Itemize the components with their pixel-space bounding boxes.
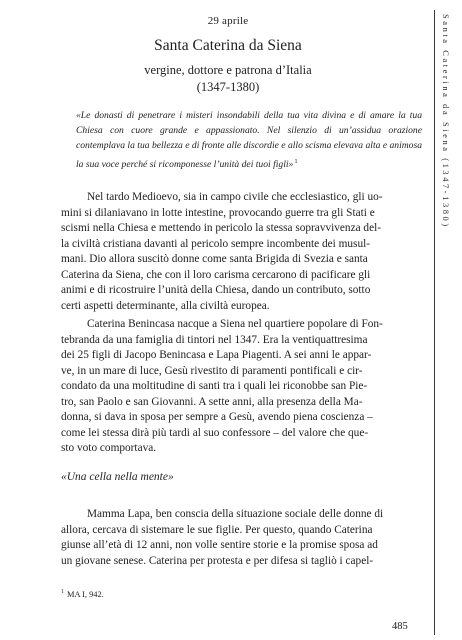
text-line: tro, san Paolo e san Giovanni. A sette anni, alla presenza della Ma- [61,395,363,408]
text-line: Nel tardo Medioevo, sia in campo civile che ecclesiastico, gli uo- [87,191,383,203]
page-number: 485 [392,621,408,632]
paragraph-3 [61,507,422,569]
text-line: ve, in un mare di luce, Gesù rivestito di paramenti pontificali e cir- [61,364,363,377]
text-line: mini si dilaniavano in lotte intestine, provocando guerre tra gli Stati e [61,206,375,219]
text-line: Mamma Lapa, ben conscia della situazione sociale delle donne di [87,508,384,520]
section-heading: «Una cella nella mente» [61,471,174,483]
text-line: sto voto comportava. [61,442,157,454]
footnote-reference: 1 [294,157,298,165]
text-line: donna, si dava in sposa per sempre a Gesù, avendo piena coscienza – [61,411,373,423]
footnote [61,589,104,599]
text-line: mani. Dio allora suscitò donne come santa Brigida di Svezia e santa [61,253,368,265]
text-line: Caterina da Siena, che con il loro carisma cercarono di pacificare gli [61,268,371,281]
footnote-text: MA I, 942. [67,589,104,599]
page-subtitle: vergine, dottore e patrona d’Italia [144,63,312,77]
text-line: condato da una moltitudine di santi tra i quali lei riconobbe san Pie- [61,380,368,392]
paragraph-2 [61,317,422,457]
text-line: giunse all’età di 12 anni, non volle sentire storie e la promise sposa ad [61,539,378,551]
paragraph-1 [61,190,422,314]
text-line: Caterina Benincasa nacque a Siena nel quartiere popolare di Fon- [87,318,383,330]
quote-text: «Le donasti di penetrare i misteri insondabili della tua vita divina e di amare la tua Chiesa con cuore grande e appassionato. Nel silenzio di un’assidua orazione contemplava la tua bellezza e di fronte alle discordie e allo scisma elevava alta e animosa la sua voce perché si ricomponesse l’unità dei tuoi figli» [76,110,422,170]
opening-quote [76,108,422,172]
text-line: dei 25 figli di Jacopo Benincasa e Lapa Piagenti. A sei anni le appar- [61,349,372,361]
text-line: la civiltà cristiana davanti al pericolo sempre incombente dei musul- [61,237,370,250]
page-title: Santa Caterina da Siena [154,37,302,54]
life-years: (1347-1380) [196,80,260,94]
text-line: certi aspetti determinante, alla civiltà europea. [61,299,270,312]
text-line: allora, cercava di sistemare le sue figlie. Per questo, quando Caterina [61,523,373,536]
text-line: scismi nella Chiesa e mettendo in pericolo la stessa sopravvivenza del- [61,222,381,234]
footnote-marker: 1 [61,589,64,595]
text-line: tebranda da una famiglia di tintori nel 1347. Era la ventiquattresima [61,333,368,346]
text-line: come lei stessa dirà più tardi al suo confessore – del valore che que- [61,426,369,439]
running-head: Santa Caterina da Siena (1347-1380) [441,14,450,229]
page-date: 29 aprile [207,15,249,27]
text-line: un giovane senese. Caterina per protesta e per difesa si tagliò i capel- [61,554,374,567]
margin-rule [434,10,435,635]
text-line: animi e di ricostruire l’unità della Chiesa, dando un contributo, sotto [61,284,371,296]
